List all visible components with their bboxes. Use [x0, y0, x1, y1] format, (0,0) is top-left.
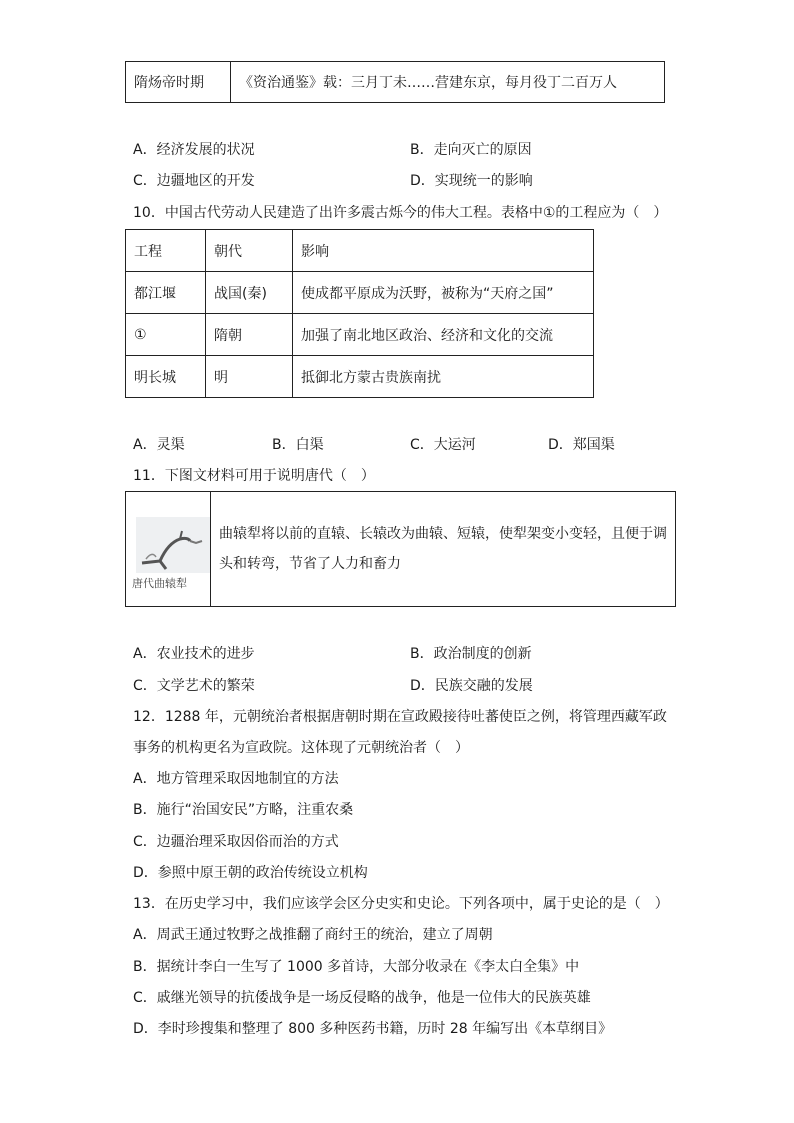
q11-material-table [125, 491, 676, 607]
table-row [126, 356, 594, 398]
q10-stem: 10．中国古代劳动人民建造了出许多震古烁今的伟大工程。表格中①的工程应为（ ） [133, 205, 668, 221]
curved-plough-image [130, 501, 210, 597]
q11-option-a[interactable]: A．农业技术的进步 [133, 646, 255, 662]
table-header-cell: 朝代 [206, 230, 293, 272]
table-cell: 抵御北方蒙古贵族南扰 [293, 356, 594, 398]
q12-option-b[interactable]: B．施行“治国安民”方略，注重农桑 [133, 802, 354, 818]
q10-option-c[interactable]: C．大运河 [410, 437, 476, 453]
table-cell: 明长城 [126, 356, 206, 398]
q13-option-c[interactable]: C．戚继光领导的抗倭战争是一场反侵略的战争，他是一位伟大的民族英雄 [133, 990, 591, 1006]
q10-option-d[interactable]: D．郑国渠 [548, 437, 615, 453]
q9-option-b[interactable]: B．走向灭亡的原因 [410, 142, 532, 158]
table-cell: 使成都平原成为沃野，被称为“天府之国” [293, 272, 594, 314]
table-row [126, 492, 676, 607]
table-row [126, 314, 594, 356]
table-cell: 隋朝 [206, 314, 293, 356]
q12-option-c[interactable]: C．边疆治理采取因俗而治的方式 [133, 834, 339, 850]
material-text-line: 头和转弯，节省了人力和畜力 [219, 556, 401, 572]
table-header-row [126, 230, 594, 272]
q13-stem: 13．在历史学习中，我们应该学会区分史实和史论。下列各项中，属于史论的是（ ） [133, 896, 669, 912]
q12-option-d[interactable]: D．参照中原王朝的政治传统设立机构 [133, 865, 368, 881]
table-cell [126, 492, 211, 607]
material-text-line: 曲辕犁将以前的直辕、长辕改为曲辕、短辕，使犁架变小变轻，且便于调 [219, 526, 667, 542]
table-cell: 隋炀帝时期 [126, 62, 231, 103]
q11-stem: 11．下图文材料可用于说明唐代（ ） [133, 468, 375, 484]
table-header-cell: 影响 [293, 230, 594, 272]
table-header-cell: 工程 [126, 230, 206, 272]
q13-option-a[interactable]: A．周武王通过牧野之战推翻了商纣王的统治，建立了周朝 [133, 927, 493, 943]
table-cell: 都江堰 [126, 272, 206, 314]
q11-option-d[interactable]: D．民族交融的发展 [410, 678, 533, 694]
q9-option-a[interactable]: A．经济发展的状况 [133, 142, 255, 158]
table-cell: 明 [206, 356, 293, 398]
q12-option-a[interactable]: A．地方管理采取因地制宜的方法 [133, 771, 339, 787]
q13-option-d[interactable]: D．李时珍搜集和整理了 800 多种医药书籍，历时 28 年编写出《本草纲目》 [133, 1021, 613, 1037]
q11-option-c[interactable]: C．文学艺术的繁荣 [133, 678, 255, 694]
q13-option-b[interactable]: B．据统计李白一生写了 1000 多首诗，大部分收录在《李太白全集》中 [133, 959, 580, 975]
table-row [126, 272, 594, 314]
q11-option-b[interactable]: B．政治制度的创新 [410, 646, 532, 662]
table-cell [211, 492, 676, 607]
table-cell: ① [126, 314, 206, 356]
q10-table [125, 229, 594, 398]
image-caption: 唐代曲辕犁 [132, 577, 187, 590]
q9-table [125, 61, 665, 103]
q10-option-a[interactable]: A．灵渠 [133, 437, 185, 453]
q10-option-b[interactable]: B．白渠 [272, 437, 324, 453]
q12-stem-line1: 12．1288 年，元朝统治者根据唐朝时期在宣政殿接待吐蕃使臣之例，将管理西藏军政 [133, 709, 667, 725]
table-cell: 战国(秦) [206, 272, 293, 314]
table-cell: 加强了南北地区政治、经济和文化的交流 [293, 314, 594, 356]
q9-option-c[interactable]: C．边疆地区的开发 [133, 173, 255, 189]
table-cell: 《资治通鉴》载：三月丁未……营建东京，每月役丁二百万人 [231, 62, 665, 103]
table-row [126, 62, 665, 103]
q12-stem-line2: 事务的机构更名为宣政院。这体现了元朝统治者（ ） [133, 740, 469, 756]
q9-option-d[interactable]: D．实现统一的影响 [410, 173, 533, 189]
